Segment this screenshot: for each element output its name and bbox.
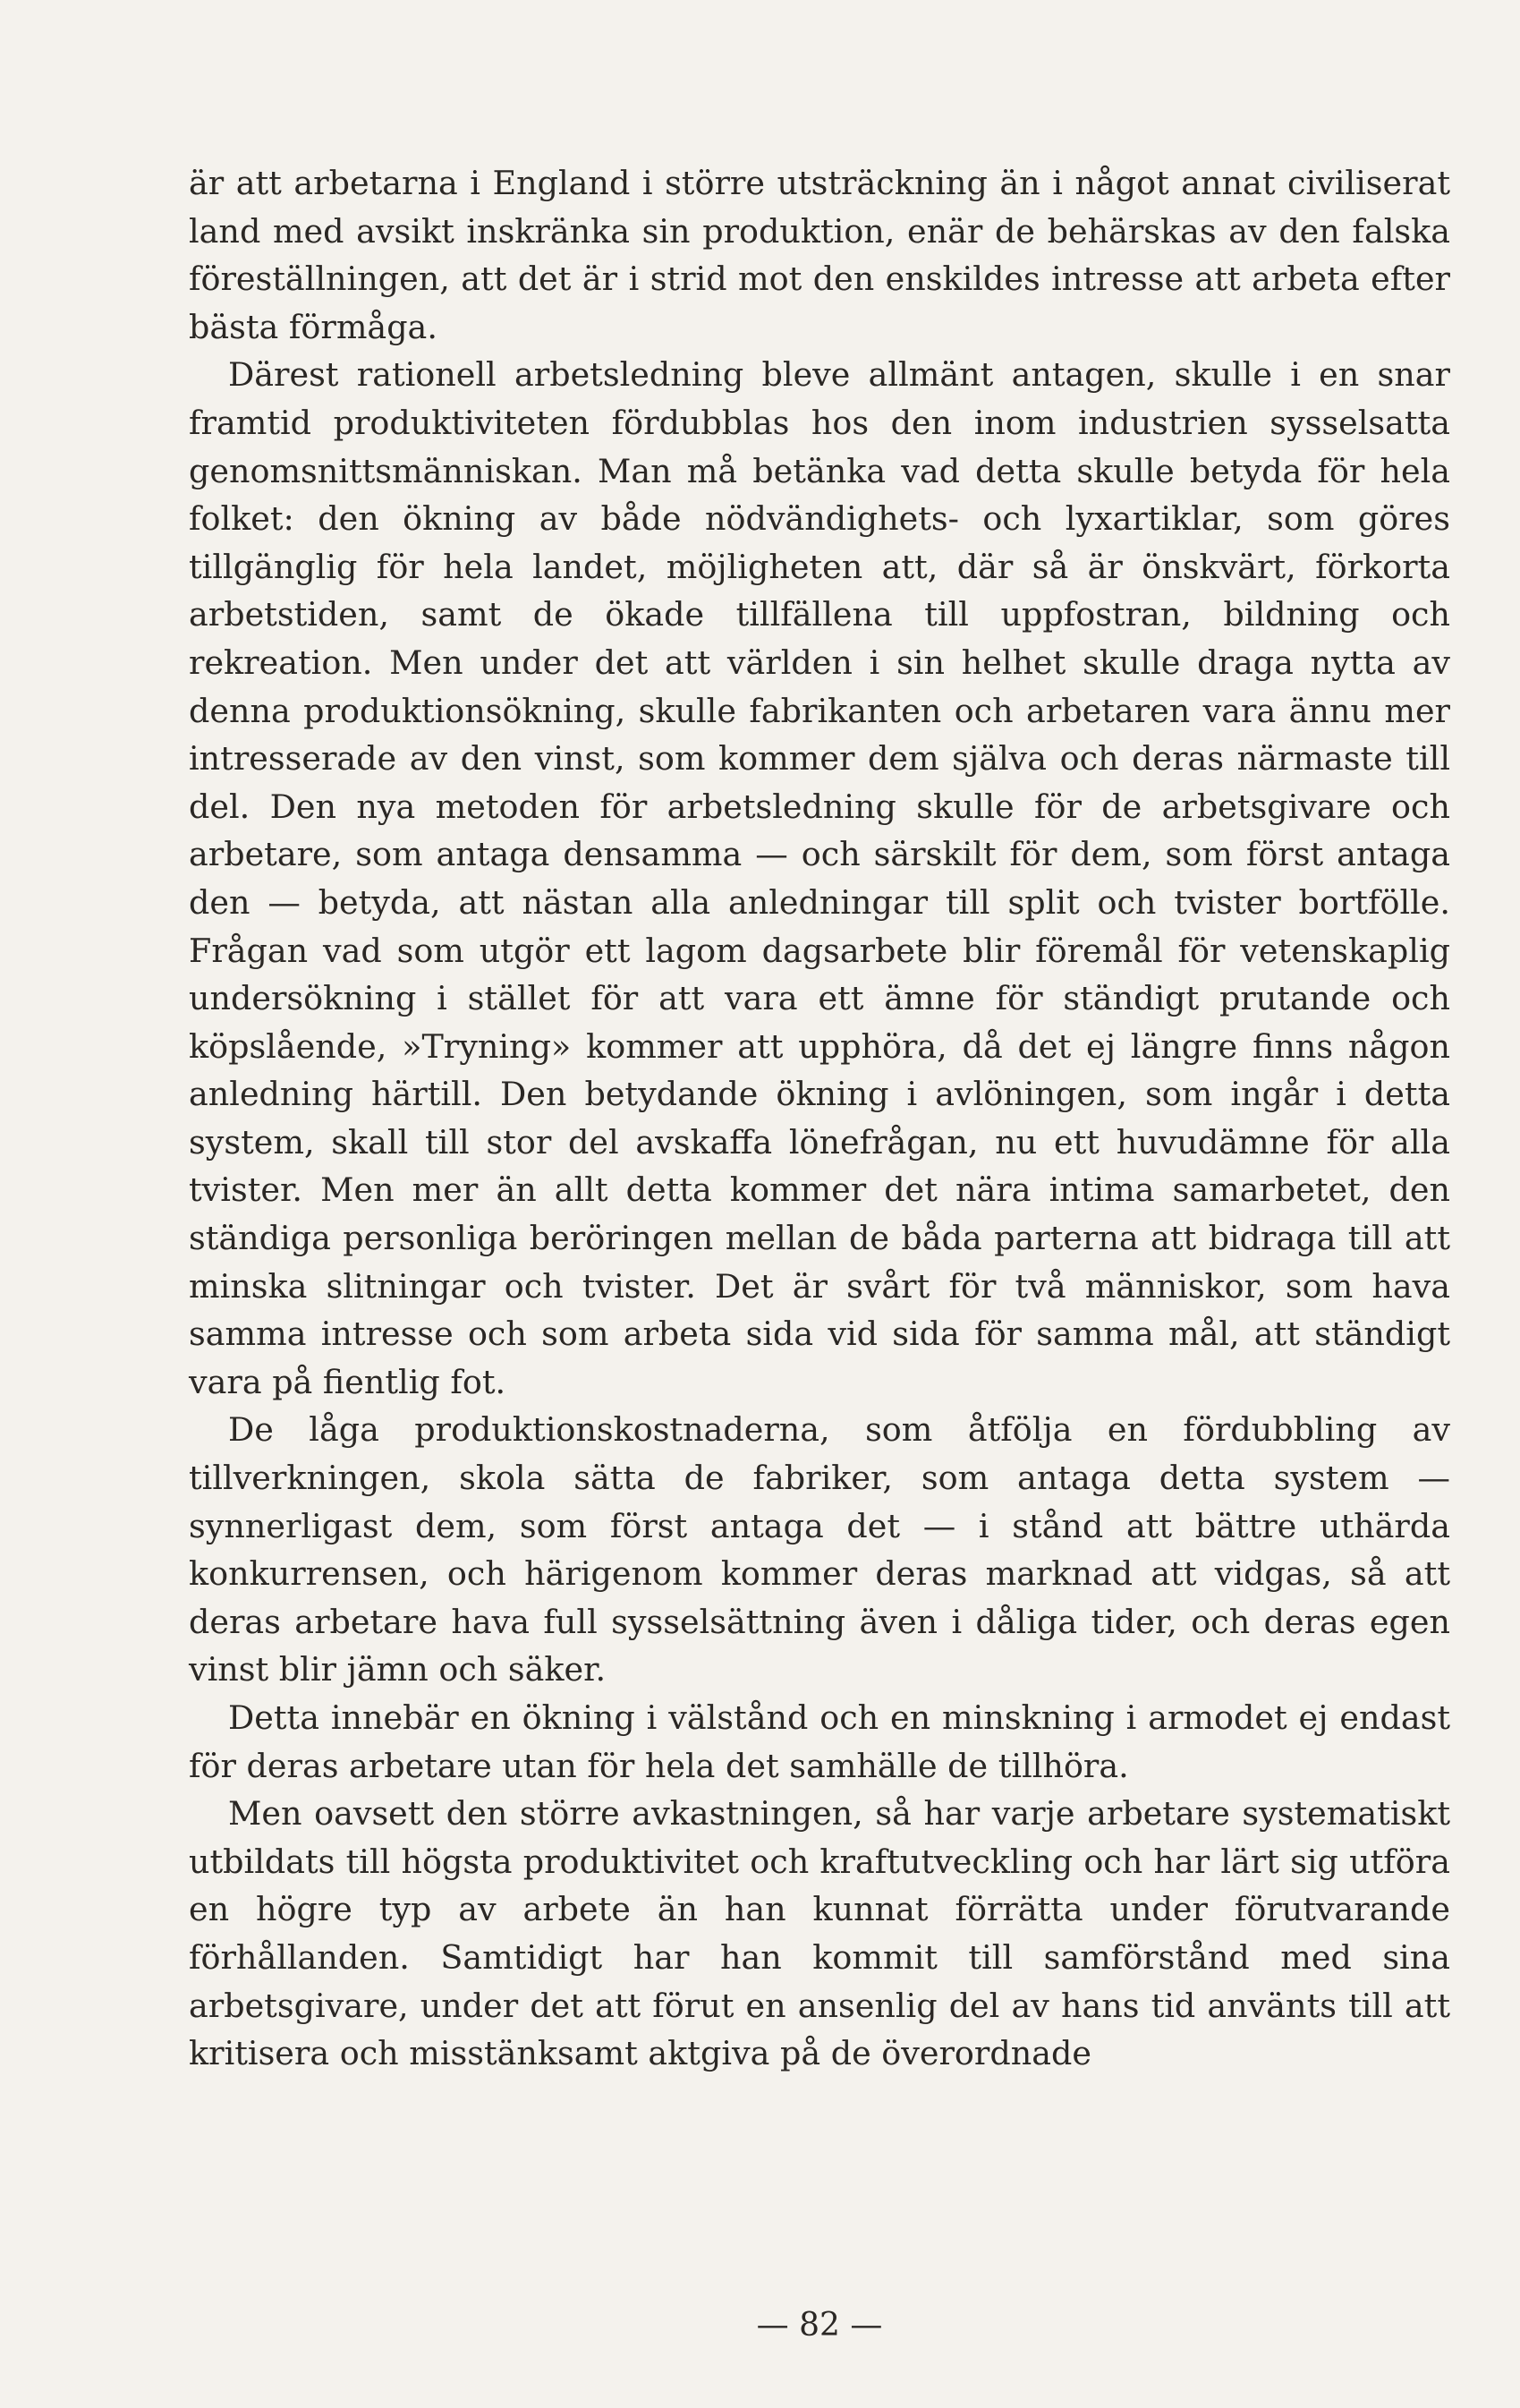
paragraph-3: De låga produktionskostnaderna, som åtfölja en fördubbling av tillverkningen, skola sätta de fabriker, som antaga detta system — synnerligast dem, som först antaga det — i stånd att bättre uthärda konkurrensen, och härigenom kommer deras marknad att vidgas, så att deras arbetare hava full sysselsättning även i dåliga tider, och deras egen vinst blir jämn och säker. — [189, 1410, 1450, 1689]
body-text — [189, 159, 1450, 2078]
paragraph-2: Därest rationell arbetsledning bleve allmänt antagen, skulle i en snar framtid produktiviteten fördubblas hos den inom industrien sysselsatta genomsnittsmänniskan. Man må betänka vad detta skulle betyda för hela folket: den ökning av både nödvändighets- och lyxartiklar, som göres tillgänglig för hela landet, möjligheten att, där så är önskvärt, förkorta arbetstiden, samt de ökade tillfällena till uppfostran, bildning och rekreation. Men under det att världen i sin helhet skulle draga nytta av denna produktionsökning, skulle fabrikanten och arbetaren vara ännu mer intresserade av den vinst, som kommer dem själva och deras närmaste till del. Den nya metoden för arbetsledning skulle för de arbetsgivare och arbetare, som antaga densamma — och särskilt för dem, som först antaga den — betyda, att nästan alla anledningar till split och tvister bortfölle. Frågan vad som utgör ett lagom dagsarbete blir föremål för vetenskaplig undersökning i stället för att vara ett ämne för ständigt prutande och köpslående, »Tryning» kommer att upphöra, då det ej längre finns någon anledning härtill. Den betydande ökning i avlöningen, som ingår i detta system, skall till stor del avskaffa lönefrågan, nu ett huvudämne för alla tvister. Men mer än allt detta kommer det nära intima samarbetet, den ständiga personliga beröringen mellan de båda parterna att bidraga till att minska slitningar och tvister. Det är svårt för två människor, som hava samma intresse och som arbeta sida vid sida för samma mål, att ständigt vara på fientlig fot. — [189, 355, 1450, 1401]
page-number: — 82 — — [756, 2307, 883, 2344]
paragraph-4: Detta innebär en ökning i välstånd och en minskning i armodet ej endast för deras arbetare utan för hela det samhälle de tillhöra. — [189, 1698, 1450, 1785]
paragraph-1: är att arbetarna i England i större utsträckning än i något annat civiliserat land med avsikt inskränka sin produktion, enär de behärskas av den falska föreställningen, att det är i strid mot den enskildes intresse att arbeta efter bästa förmåga. — [189, 164, 1450, 346]
paragraph-5: Men oavsett den större avkastningen, så har varje arbetare systematiskt utbildats till högsta produktivitet och kraftutveckling och har lärt sig utföra en högre typ av arbete än han kunnat förrätta under förutvarande förhållanden. Samtidigt har han kommit till samförstånd med sina arbetsgivare, under det att förut en ansenlig del av hans tid använts till att kritisera och misstänksamt aktgiva på de överordnade — [189, 1794, 1450, 2073]
